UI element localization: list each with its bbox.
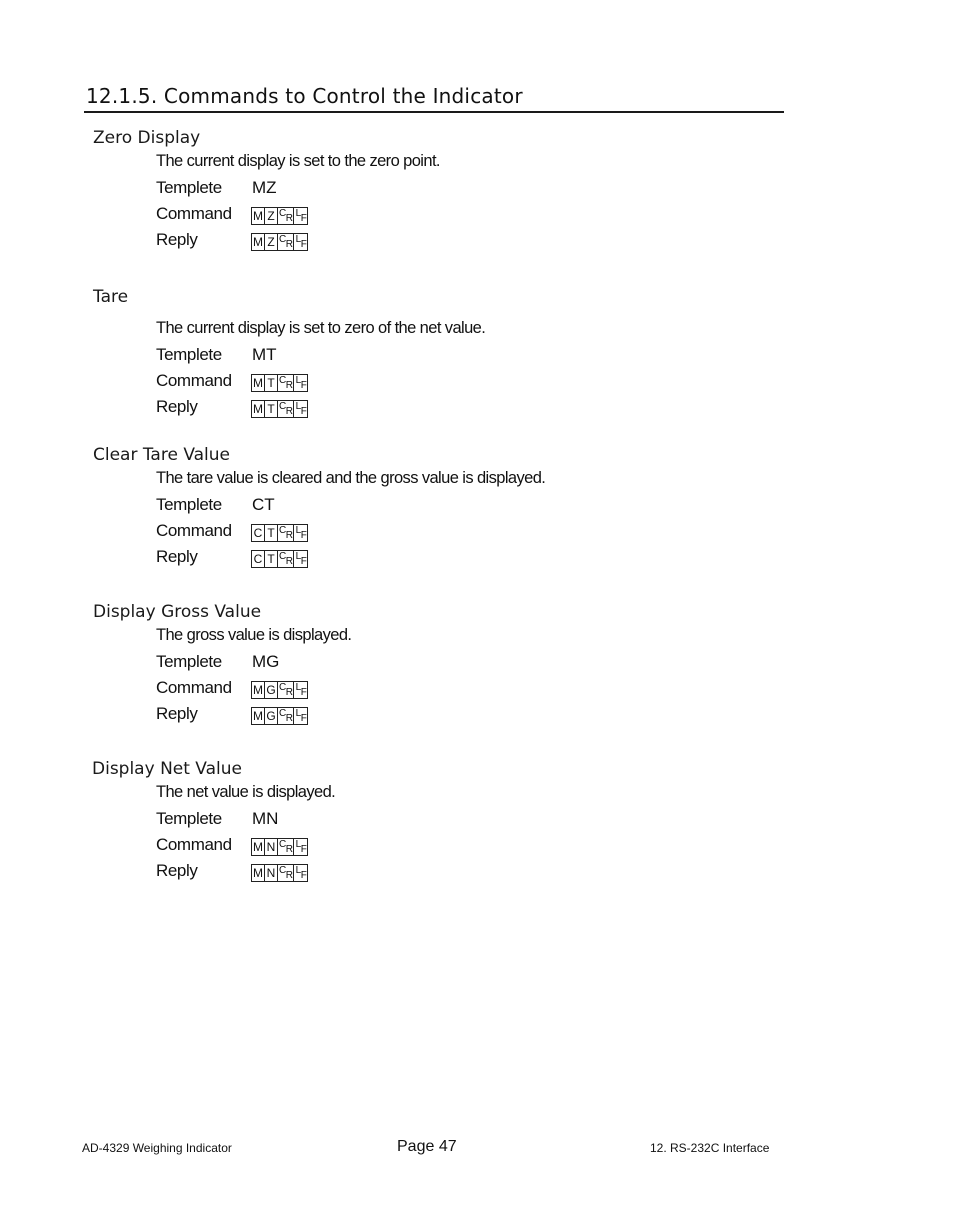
char-cell: N [265, 865, 278, 881]
control-char-cr: C R [279, 550, 293, 567]
command-code-box [251, 207, 308, 225]
char-cell: C [252, 525, 265, 541]
section-description: The current display is set to zero of the net value. [156, 319, 486, 337]
control-char-lf: L F [295, 233, 307, 250]
footer-page-number: Page 47 [397, 1138, 457, 1155]
control-char-lf: L F [295, 864, 307, 881]
reply-label: Reply [156, 230, 198, 249]
template-label: Templete [156, 652, 222, 671]
char-cell: T [265, 525, 278, 541]
reply-code-box [251, 233, 308, 251]
command-code-box [251, 838, 308, 856]
control-char-cr: C R [279, 207, 293, 224]
char-cell: G [265, 708, 278, 724]
control-char-lf: L F [295, 838, 307, 855]
reply-code-box [251, 400, 308, 418]
char-cell: T [265, 375, 278, 391]
reply-label: Reply [156, 704, 198, 723]
template-value: MZ [252, 178, 277, 197]
char-cell: Z [265, 234, 278, 250]
section-title: Display Net Value [92, 759, 242, 779]
reply-code-box [251, 550, 308, 568]
char-cell: T [265, 551, 278, 567]
char-cell: G [265, 682, 278, 698]
reply-code-box [251, 707, 308, 725]
control-char-lf: L F [295, 374, 307, 391]
control-char-cr: C R [279, 681, 293, 698]
command-label: Command [156, 521, 232, 540]
section-title: Zero Display [93, 128, 201, 148]
section-title: Display Gross Value [93, 602, 262, 622]
control-char-cr: C R [279, 838, 293, 855]
char-cell: T [265, 401, 278, 417]
section-description: The gross value is displayed. [156, 626, 352, 644]
char-cell: C [252, 551, 265, 567]
template-value: MG [252, 652, 280, 671]
control-char-lf: L F [295, 550, 307, 567]
control-char-lf: L F [295, 681, 307, 698]
reply-code-box [251, 864, 308, 882]
footer-product: AD-4329 Weighing Indicator [82, 1141, 232, 1155]
reply-label: Reply [156, 861, 198, 880]
control-char-cr: C R [279, 864, 293, 881]
template-label: Templete [156, 178, 222, 197]
command-label: Command [156, 678, 232, 697]
control-char-lf: L F [295, 400, 307, 417]
reply-label: Reply [156, 397, 198, 416]
command-code-box [251, 374, 308, 392]
control-char-cr: C R [279, 233, 293, 250]
template-label: Templete [156, 495, 222, 514]
reply-label: Reply [156, 547, 198, 566]
page-heading: 12.1.5. Commands to Control the Indicator [86, 84, 523, 108]
section-title: Tare [93, 287, 129, 307]
template-value: MT [252, 345, 277, 364]
char-cell: M [253, 376, 263, 390]
char-cell: M [253, 840, 263, 854]
template-label: Templete [156, 809, 222, 828]
char-cell: M [253, 235, 263, 249]
command-code-box [251, 524, 308, 542]
char-cell: M [253, 209, 263, 223]
control-char-cr: C R [279, 707, 293, 724]
char-cell: M [253, 402, 263, 416]
char-cell: N [265, 839, 278, 855]
section-description: The net value is displayed. [156, 783, 336, 801]
control-char-lf: L F [295, 707, 307, 724]
char-cell: M [253, 866, 263, 880]
control-char-cr: C R [279, 524, 293, 541]
char-cell: M [253, 709, 263, 723]
template-value: MN [252, 809, 279, 828]
char-cell: Z [265, 208, 278, 224]
control-char-cr: C R [279, 400, 293, 417]
command-label: Command [156, 371, 232, 390]
command-code-box [251, 681, 308, 699]
template-value: CT [252, 495, 275, 514]
control-char-cr: C R [279, 374, 293, 391]
heading-rule [84, 111, 784, 113]
command-label: Command [156, 835, 232, 854]
section-title: Clear Tare Value [93, 445, 231, 465]
template-label: Templete [156, 345, 222, 364]
section-description: The current display is set to the zero point. [156, 152, 440, 170]
footer-chapter: 12. RS-232C Interface [650, 1141, 770, 1155]
command-label: Command [156, 204, 232, 223]
char-cell: M [253, 683, 263, 697]
control-char-lf: L F [295, 207, 307, 224]
control-char-lf: L F [295, 524, 307, 541]
section-description: The tare value is cleared and the gross value is displayed. [156, 469, 546, 487]
